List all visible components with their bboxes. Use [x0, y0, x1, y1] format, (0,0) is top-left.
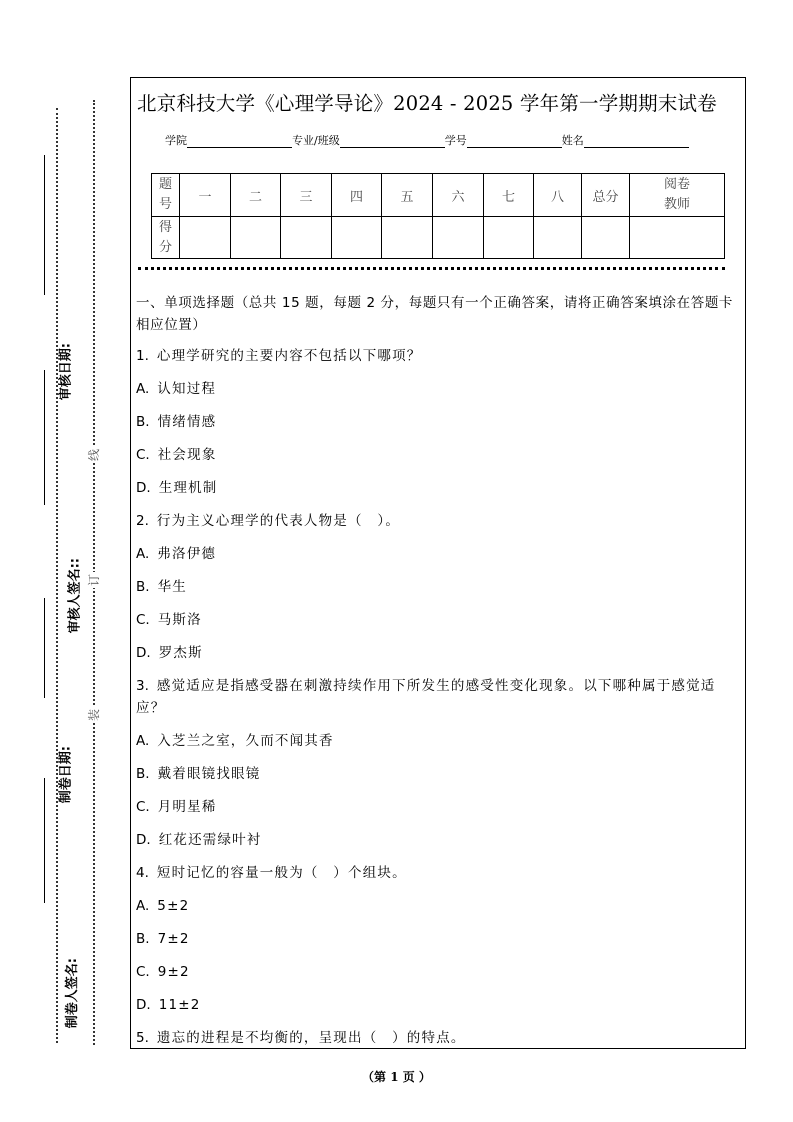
score-table [151, 173, 725, 259]
question-1: 1. 心理学研究的主要内容不包括以下哪项？ [136, 348, 422, 364]
question-2: 2. 行为主义心理学的代表人物是（ ）。 [136, 513, 401, 529]
cut-mark-xian: 线 [87, 449, 101, 462]
score-cell-2[interactable] [231, 217, 281, 259]
q3-option-a: A. 入芝兰之室，久而不闻其香 [136, 733, 334, 749]
reviewer-signature-line[interactable] [44, 370, 45, 505]
q4-option-c: C. 9±2 [136, 964, 190, 980]
score-cell-8[interactable] [534, 217, 582, 259]
score-table-header-row [152, 174, 725, 217]
review-date-line[interactable] [44, 155, 45, 295]
score-cell-4[interactable] [332, 217, 382, 259]
section-separator [138, 267, 725, 270]
exam-title: 北京科技大学《心理学导论》2024 - 2025 学年第一学期期末试卷 [137, 92, 717, 115]
name-input[interactable] [584, 135, 689, 148]
question-4: 4. 短时记忆的容量一般为（ ）个组块。 [136, 865, 407, 881]
q4-option-b: B. 7±2 [136, 931, 190, 947]
column-header-grader: 阅卷 教师 [630, 174, 725, 217]
score-cell-7[interactable] [484, 217, 534, 259]
field-label-major-class: 专业/班级 [292, 134, 340, 147]
q2-option-a: A. 弗洛伊德 [136, 546, 217, 562]
q1-option-d: D. 生理机制 [136, 480, 218, 496]
q3-option-b: B. 戴着眼镜找眼镜 [136, 766, 261, 782]
column-header-4: 四 [332, 174, 382, 217]
q4-option-a: A. 5±2 [136, 898, 190, 914]
column-header-8: 八 [534, 174, 582, 217]
question-section [136, 292, 740, 1060]
score-cell-5[interactable] [382, 217, 433, 259]
column-header-2: 二 [231, 174, 281, 217]
q2-option-b: B. 华生 [136, 579, 187, 595]
column-header-6: 六 [433, 174, 484, 217]
major-class-input[interactable] [340, 135, 445, 148]
score-cell-grader[interactable] [630, 217, 725, 259]
preparer-signature-line[interactable] [44, 778, 45, 903]
prepare-date-line[interactable] [44, 598, 45, 698]
exam-page-frame [130, 77, 746, 1049]
q1-option-c: C. 社会现象 [136, 447, 217, 463]
student-info-row [165, 132, 689, 148]
score-table-score-row [152, 217, 725, 259]
column-header-7: 七 [484, 174, 534, 217]
question-5: 5. 遗忘的进程是不均衡的，呈现出（ ）的特点。 [136, 1030, 466, 1046]
q2-option-c: C. 马斯洛 [136, 612, 202, 628]
field-label-college: 学院 [165, 134, 187, 147]
question-3: 3. 感觉适应是指感受器在刺激持续作用下所发生的感受性变化现象。以下哪种属于感觉适应？ [136, 678, 716, 716]
column-header-total: 总分 [582, 174, 630, 217]
column-header-5: 五 [382, 174, 433, 217]
column-header-1: 一 [180, 174, 231, 217]
field-label-student-id: 学号 [444, 134, 467, 147]
q3-option-d: D. 红花还需绿叶衬 [136, 832, 262, 848]
score-cell-3[interactable] [281, 217, 332, 259]
q1-option-b: B. 情绪情感 [136, 414, 217, 430]
page-number: （第 1 页 ） [362, 1070, 431, 1084]
q3-option-c: C. 月明星稀 [136, 799, 217, 815]
binding-dotted-line-outer [56, 108, 58, 1043]
score-cell-6[interactable] [433, 217, 484, 259]
field-label-name: 姓名 [561, 134, 584, 147]
header-label-cell: 题 号 [152, 174, 180, 217]
section-heading: 一、单项选择题（总共 15 题，每题 2 分，每题只有一个正确答案，请将正确答案填涂在答题卡相应位置） [136, 295, 734, 333]
q2-option-d: D. 罗杰斯 [136, 645, 203, 661]
q1-option-a: A. 认知过程 [136, 381, 217, 397]
college-input[interactable] [187, 135, 292, 148]
column-header-3: 三 [281, 174, 332, 217]
score-label-cell: 得 分 [152, 217, 180, 259]
score-cell-1[interactable] [180, 217, 231, 259]
score-cell-total[interactable] [582, 217, 630, 259]
cut-mark-zhuang: 装 [87, 709, 101, 722]
q4-option-d: D. 11±2 [136, 997, 201, 1013]
student-id-input[interactable] [467, 135, 562, 148]
cut-mark-ding: 订 [87, 574, 101, 587]
